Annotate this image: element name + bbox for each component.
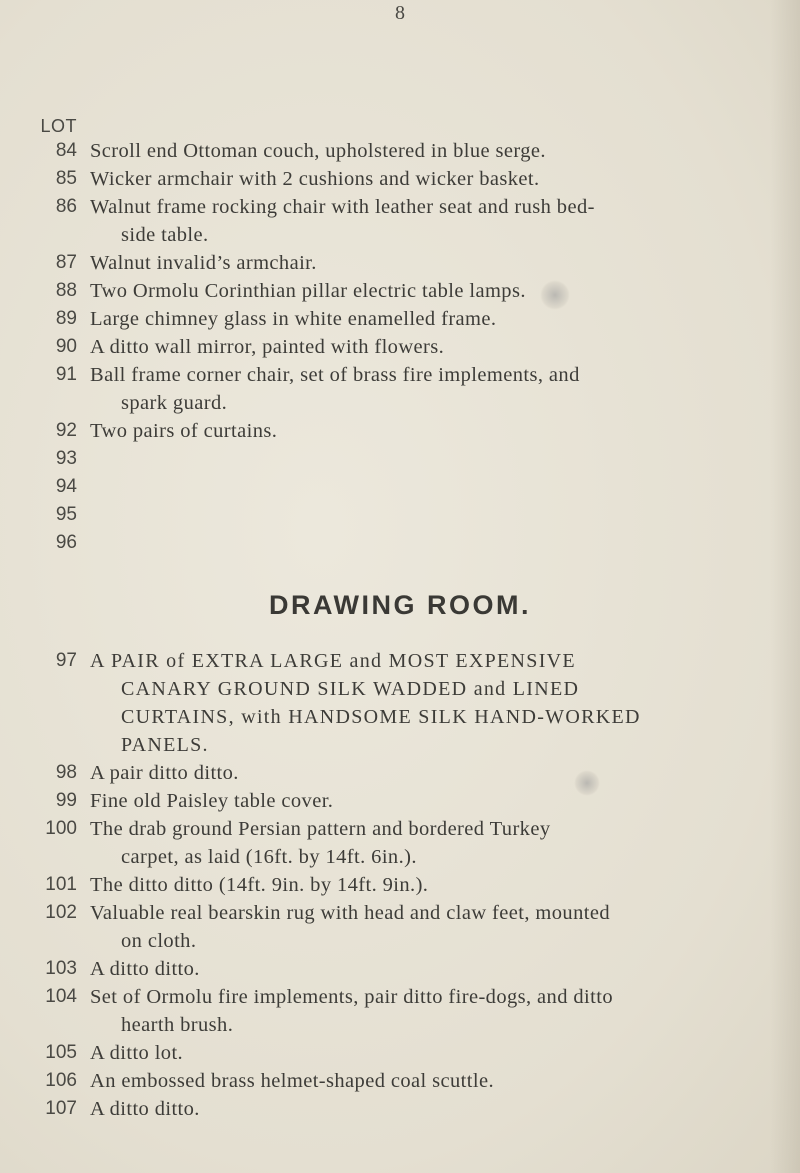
lot-description xyxy=(90,759,790,787)
lot-column-header: LOT xyxy=(40,116,77,136)
lot-description xyxy=(90,871,790,899)
description-continuation: PANELS. xyxy=(121,734,209,756)
description-continuation: side table. xyxy=(121,224,209,246)
description-line: A ditto wall mirror, painted with flowers. xyxy=(90,336,445,358)
lot-number: 102 xyxy=(45,902,77,923)
description-continuation: CANARY GROUND SILK WADDED and LINED xyxy=(121,678,580,700)
lot-number: 96 xyxy=(55,532,77,553)
lot-description xyxy=(90,193,790,249)
description-line: Fine old Paisley table cover. xyxy=(90,790,334,812)
ink-stain xyxy=(574,770,600,796)
description-line: A ditto ditto. xyxy=(90,1098,200,1120)
lot-number: 99 xyxy=(55,790,77,811)
lot-description xyxy=(90,277,790,305)
description-line: The drab ground Persian pattern and bordered Turkey xyxy=(90,818,551,840)
description-line: Scroll end Ottoman couch, upholstered in blue serge. xyxy=(90,140,546,162)
lot-number: 97 xyxy=(55,650,77,671)
lot-description xyxy=(90,787,790,815)
description-continuation: carpet, as laid (16ft. by 14ft. 6in.). xyxy=(121,846,417,868)
description-continuation: spark guard. xyxy=(121,392,228,414)
description-line: Walnut frame rocking chair with leather seat and rush bed- xyxy=(90,196,595,218)
description-line: An embossed brass helmet-shaped coal scuttle. xyxy=(90,1070,494,1092)
description-line: Valuable real bearskin rug with head and claw feet, mounted xyxy=(90,902,610,924)
description-line: A ditto lot. xyxy=(90,1042,184,1064)
lot-description xyxy=(90,1039,790,1067)
lot-description xyxy=(90,1095,790,1123)
lot-description xyxy=(90,333,790,361)
lot-number: 94 xyxy=(55,476,77,497)
lot-number: 100 xyxy=(45,818,77,839)
lot-description xyxy=(90,899,790,955)
description-line: A pair ditto ditto. xyxy=(90,762,239,784)
lot-number: 90 xyxy=(55,336,77,357)
lot-description xyxy=(90,417,790,445)
lot-number: 103 xyxy=(45,958,77,979)
lot-description xyxy=(90,955,790,983)
lot-number: 88 xyxy=(55,280,77,301)
description-line: Ball frame corner chair, set of brass fire implements, and xyxy=(90,364,580,386)
description-line: Set of Ormolu fire implements, pair ditto fire-dogs, and ditto xyxy=(90,986,613,1008)
lot-number: 101 xyxy=(45,874,77,895)
description-line: Two pairs of curtains. xyxy=(90,420,278,442)
description-line: The ditto ditto (14ft. 9in. by 14ft. 9in.). xyxy=(90,874,429,896)
description-continuation: hearth brush. xyxy=(121,1014,234,1036)
lot-number: 89 xyxy=(55,308,77,329)
lot-number: 86 xyxy=(55,196,77,217)
description-line: Walnut invalid’s armchair. xyxy=(90,252,317,274)
lot-number: 85 xyxy=(55,168,77,189)
lot-description xyxy=(90,647,790,759)
section-title: DRAWING ROOM. xyxy=(269,590,531,620)
description-line: Wicker armchair with 2 cushions and wicker basket. xyxy=(90,168,540,190)
description-line: Large chimney glass in white enamelled frame. xyxy=(90,308,497,330)
lot-description xyxy=(90,361,790,417)
lot-number: 93 xyxy=(55,448,77,469)
lot-number: 87 xyxy=(55,252,77,273)
lot-number: 107 xyxy=(45,1098,77,1119)
lot-number: 105 xyxy=(45,1042,77,1063)
lot-number: 95 xyxy=(55,504,77,525)
lot-number: 106 xyxy=(45,1070,77,1091)
lot-description xyxy=(90,137,790,165)
lot-description xyxy=(90,165,790,193)
lot-description xyxy=(90,983,790,1039)
lot-description xyxy=(90,1067,790,1095)
description-continuation: CURTAINS, with HANDSOME SILK HAND-WORKED xyxy=(121,706,641,728)
lot-description xyxy=(90,305,790,333)
description-continuation: on cloth. xyxy=(121,930,197,952)
lot-number: 98 xyxy=(55,762,77,783)
lot-number: 91 xyxy=(55,364,77,385)
lot-description xyxy=(90,815,790,871)
description-line: A ditto ditto. xyxy=(90,958,200,980)
lot-description xyxy=(90,249,790,277)
ink-stain xyxy=(540,280,570,310)
lot-number: 84 xyxy=(55,140,77,161)
page-number: 8 xyxy=(395,2,405,24)
description-line: A PAIR of EXTRA LARGE and MOST EXPENSIVE xyxy=(90,650,576,672)
lot-number: 104 xyxy=(45,986,77,1007)
description-line: Two Ormolu Corinthian pillar electric table lamps. xyxy=(90,280,526,302)
lot-number: 92 xyxy=(55,420,77,441)
